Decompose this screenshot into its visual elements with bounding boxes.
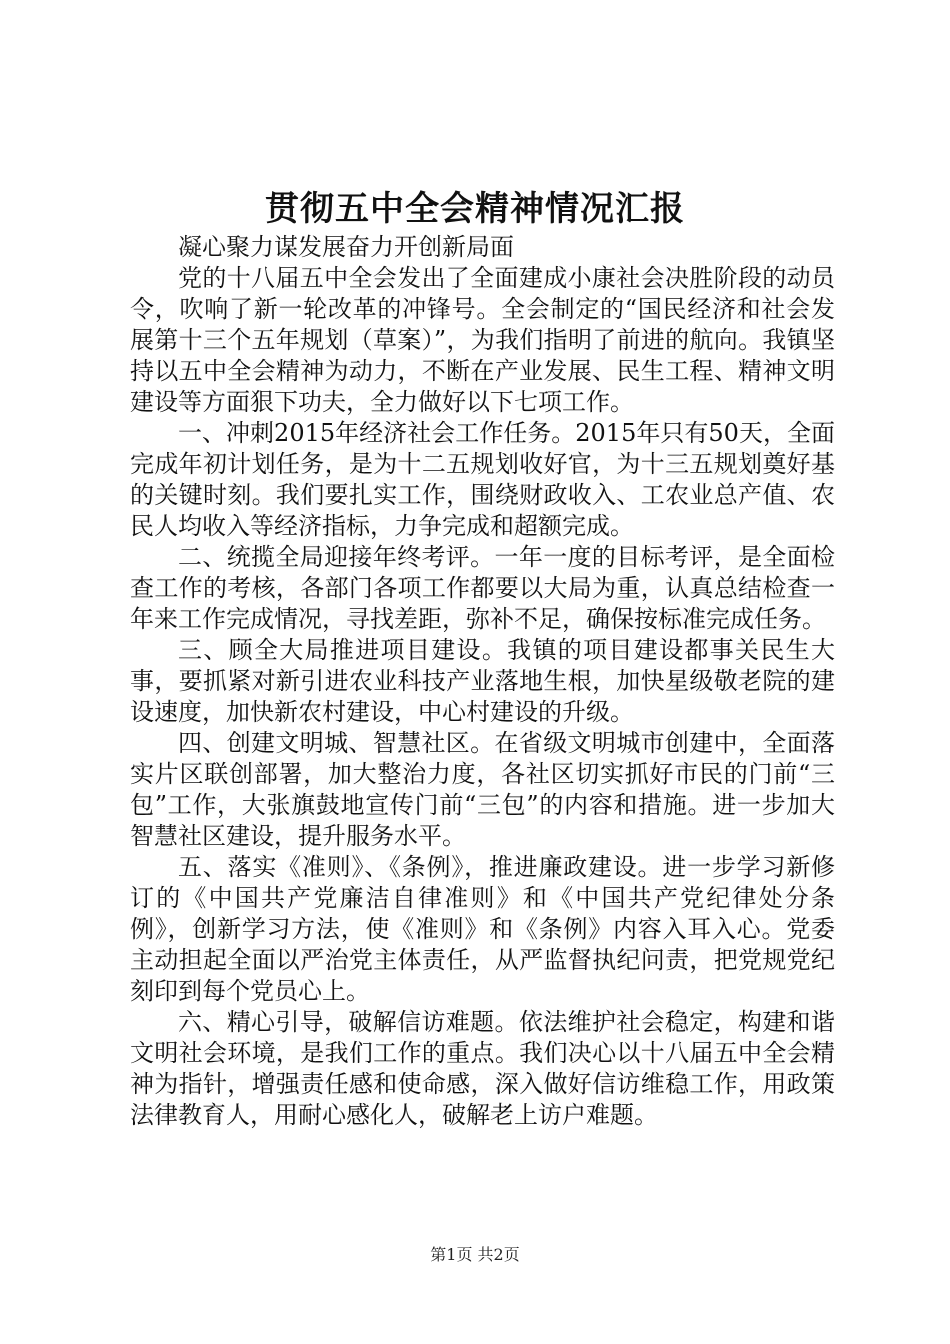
item-paragraph-6: 六、精心引导，破解信访难题。依法维护社会稳定，构建和谐文明社会环境，是我们工作的重点。我们决心以十八届五中全会精神为指针，增强责任感和使命感，深入做好信访维稳工作，用政策法律教育人，用耐心感化人，破解老上访户难题。 bbox=[130, 1008, 835, 1129]
item-paragraph-4: 四、创建文明城、智慧社区。在省级文明城市创建中，全面落实片区联创部署，加大整治力度，各社区切实抓好市民的门前“三包”工作，大张旗鼓地宣传门前“三包”的内容和措施。进一步加大智慧社区建设，提升服务水平。 bbox=[130, 729, 835, 850]
page-number-footer: 第1页 共2页 bbox=[430, 1245, 520, 1264]
item-paragraph-1: 一、冲刺2015年经济社会工作任务。2015年只有50天，全面完成年初计划任务，是为十二五规划收好官，为十三五规划奠好基的关键时刻。我们要扎实工作，围绕财政收入、工农业总产值、农民人均收入等经济指标，力争完成和超额完成。 bbox=[130, 419, 835, 540]
item-paragraph-3: 三、顾全大局推进项目建设。我镇的项目建设都事关民生大事，要抓紧对新引进农业科技产业落地生根，加快星级敬老院的建设速度，加快新农村建设，中心村建设的升级。 bbox=[130, 636, 835, 726]
item-paragraph-2: 二、统揽全局迎接年终考评。一年一度的目标考评，是全面检查工作的考核，各部门各项工作都要以大局为重，认真总结检查一年来工作完成情况，寻找差距，弥补不足，确保按标准完成任务。 bbox=[130, 543, 835, 633]
intro-paragraph: 党的十八届五中全会发出了全面建成小康社会决胜阶段的动员令，吹响了新一轮改革的冲锋号。全会制定的“国民经济和社会发展第十三个五年规划（草案）”，为我们指明了前进的航向。我镇坚持以五中全会精神为动力，不断在产业发展、民生工程、精神文明建设等方面狠下功夫，全力做好以下七项工作。 bbox=[130, 264, 835, 416]
document-body bbox=[130, 232, 835, 1131]
document-title: 贯彻五中全会精神情况汇报 bbox=[265, 189, 685, 229]
item-paragraph-5: 五、落实《准则》、《条例》，推进廉政建设。进一步学习新修订的《中国共产党廉洁自律准则》和《中国共产党纪律处分条例》，创新学习方法，使《准则》和《条例》内容入耳入心。党委主动担起全面以严治党主体责任，从严监督执纪问责，把党规党纪刻印到每个党员心上。 bbox=[130, 853, 835, 1005]
subtitle-paragraph: 凝心聚力谋发展奋力开创新局面 bbox=[178, 233, 514, 261]
